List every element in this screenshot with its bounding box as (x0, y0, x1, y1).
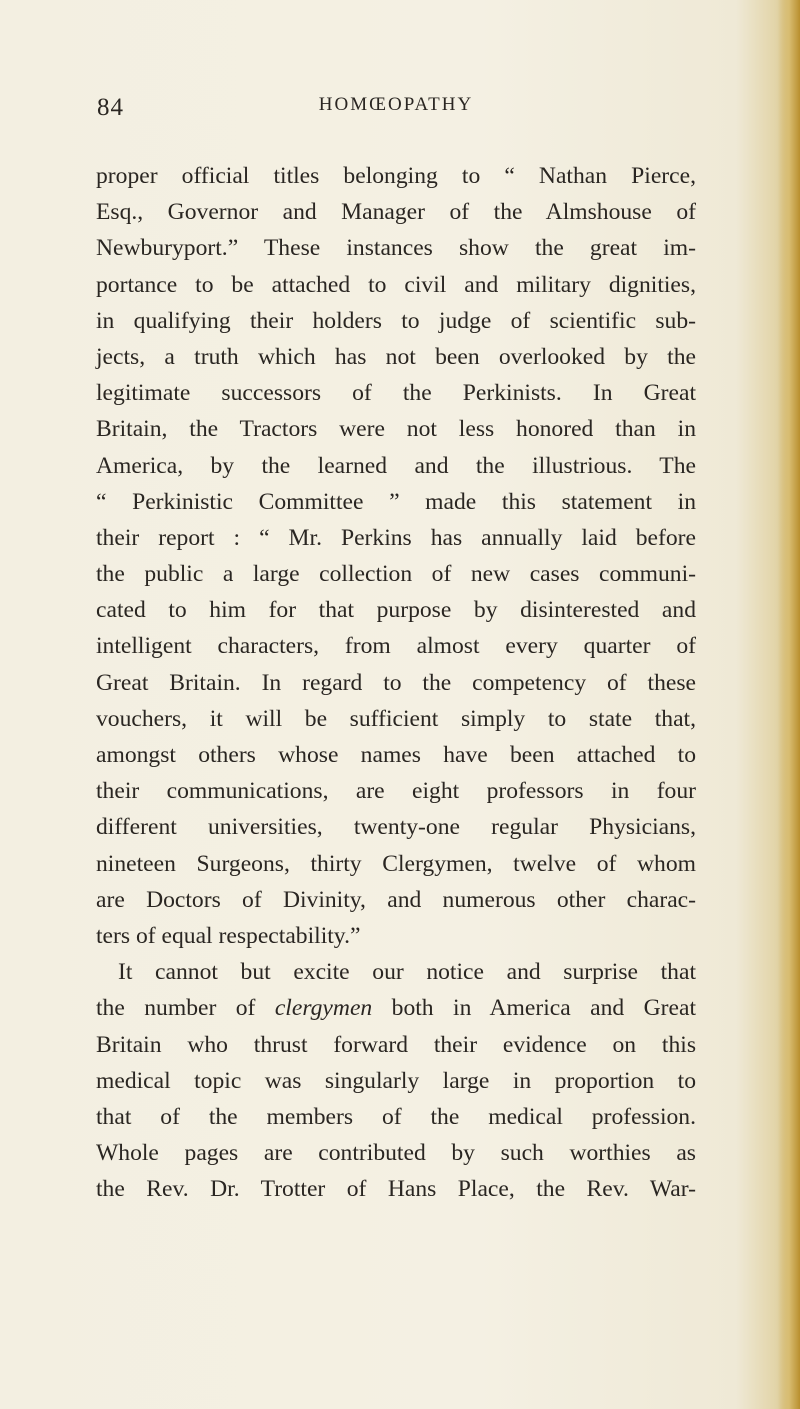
text-line: Esq., Governor and Manager of the Almshouse of (96, 199, 696, 226)
text-line: their communications, are eight professors in four (96, 778, 696, 805)
text-line: that of the members of the medical profession. (96, 1103, 696, 1130)
text-line-with-emphasis (96, 990, 696, 1026)
text-line: their report : “ Mr. Perkins has annually laid before (96, 524, 696, 551)
text-line: nineteen Surgeons, thirty Clergymen, twelve of whom (96, 850, 696, 877)
text-line: the Rev. Dr. Trotter of Hans Place, the Rev. War- (96, 1176, 696, 1203)
page-number: 84 (97, 94, 124, 121)
body-text (96, 158, 696, 1207)
text-line: “ Perkinistic Committee ” made this statement in (96, 488, 696, 515)
text-line: jects, a truth which has not been overlooked by the (96, 343, 696, 370)
text-line: Newburyport.” These instances show the great im- (96, 235, 696, 262)
text-line: Great Britain. In regard to the competency of these (96, 669, 696, 696)
text-line: cated to him for that purpose by disinterested and (96, 597, 696, 624)
text-line: the public a large collection of new cases communi- (96, 561, 696, 588)
text-line: legitimate successors of the Perkinists. In Great (96, 380, 696, 407)
page-header (97, 94, 695, 124)
text-fragment: both in America and Great (372, 995, 697, 1022)
page-edge (778, 0, 800, 1409)
text-line: ters of equal respectability.” (96, 922, 361, 949)
text-line: portance to be attached to civil and military dignities, (96, 271, 696, 298)
text-line: Britain, the Tractors were not less honored than in (96, 416, 696, 443)
text-line: Britain who thrust forward their evidence on this (96, 1031, 696, 1058)
text-fragment: the number of (96, 995, 275, 1022)
running-head: HOMŒOPATHY (318, 94, 474, 115)
text-line: medical topic was singularly large in proportion to (96, 1067, 696, 1094)
text-line: in qualifying their holders to judge of scientific sub- (96, 307, 696, 334)
text-line: America, by the learned and the illustrious. The (96, 452, 696, 479)
text-line: proper official titles belonging to “ Nathan Pierce, (96, 163, 696, 189)
text-line: different universities, twenty-one regular Physicians, (96, 814, 696, 841)
text-line: vouchers, it will be sufficient simply to state that, (96, 705, 696, 732)
emphasized-word: clergymen (274, 995, 373, 1022)
text-line: are Doctors of Divinity, and numerous other charac- (96, 886, 696, 913)
text-line: intelligent characters, from almost every quarter of (96, 633, 696, 660)
text-line: amongst others whose names have been attached to (96, 742, 696, 768)
text-line: Whole pages are contributed by such worthies as (96, 1140, 696, 1167)
text-line: It cannot but excite our notice and surprise that (118, 959, 696, 986)
